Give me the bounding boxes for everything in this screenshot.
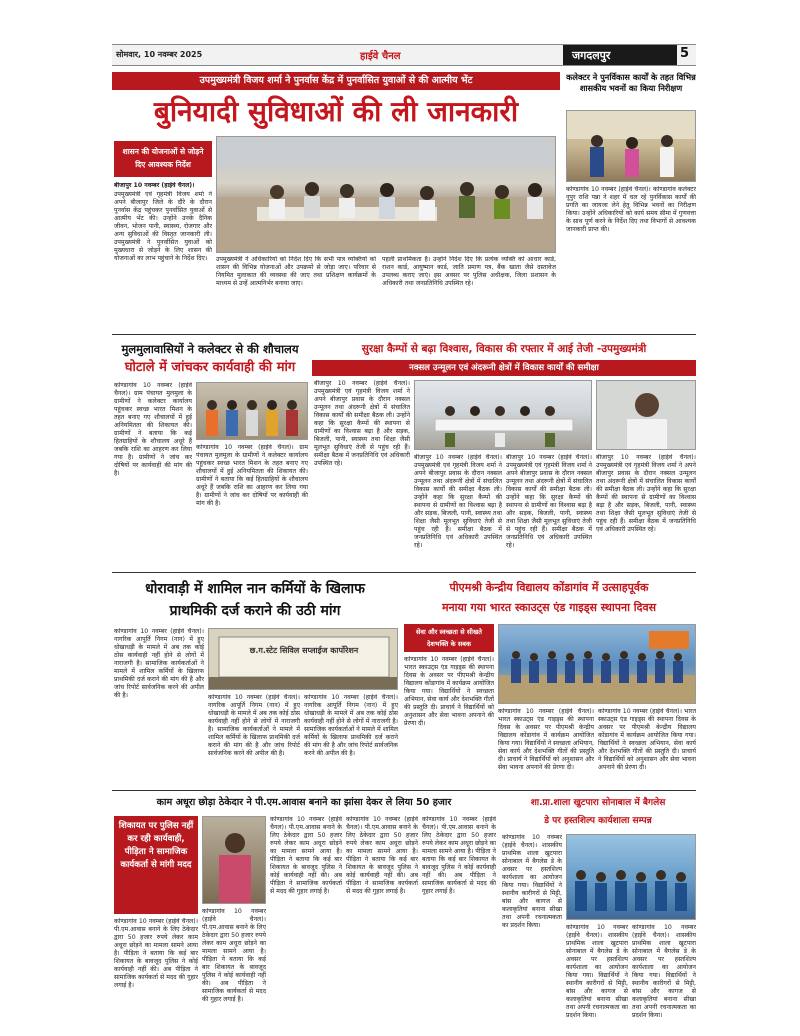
story8-body: कोण्डागांव 10 नवम्बर (हाईवे चैनल)। शासकीय प्राथमिक शाला खुटपारा सोनाबाल में बैगलेस डे के अवसर पर हस्तशिल्प कार्यशाला का आयोजन किया गया। विद्यार्थियों ने स्थानीय कारीगरों से मिट्टी, बांस और कागज से कलाकृतियां बनाना सीखा तथा अपनी रचनात्मकता का प्रदर्शन किया।	[502, 834, 562, 929]
story7-body-col3: कोण्डागांव 10 नवम्बर (हाईवे चैनल)। पी.एम.आवास बनाने के लिए ठेकेदार द्वारा 50 हजार रुपये लेकर काम अधूरा छोड़ने का मामला सामने आया है। पीड़िता ने बताया कि कई बार शिकायत के बावजूद पुलिस ने कोई कार्यवाही नहीं की। अब पीड़िता ने सामाजिक कार्यकर्ता से मदद की गुहार लगाई है।	[270, 816, 342, 895]
story7-body-col5: कोण्डागांव 10 नवम्बर (हाईवे चैनल)। पी.एम.आवास बनाने के लिए ठेकेदार द्वारा 50 हजार रुपये लेकर काम अधूरा छोड़ने का मामला सामने आया है। पीड़िता ने बताया कि कई बार शिकायत के बावजूद पुलिस ने कोई कार्यवाही नहीं की। अब पीड़िता ने सामाजिक कार्यकर्ता से मदद की गुहार लगाई है।	[422, 816, 496, 895]
story4-body-col3: बीजापुर 10 नवम्बर (हाईवे चैनल)। उपमुख्यमंत्री एवं गृहमंत्री विजय शर्मा ने अपने बीजापुर प्रवास के दौरान नक्सल उन्मूलन तथा अंदरूनी क्षेत्रों में संचालित विकास कार्यों की समीक्षा बैठक ली। उन्होंने कहा कि सुरक्षा कैम्पों की स्थापना से ग्रामीणों का विश्वास बढ़ा है और सड़क, बिजली, पानी, स्वास्थ्य तथा शिक्षा जैसी मूलभूत सुविधाएं तेजी से पहुंच रही हैं। समीक्षा बैठक में जनप्रतिनिधि एवं अधिकारी उपस्थित रहे।	[506, 454, 592, 549]
story6-headline-bottom: मनाया गया भारत स्काउट्स एंड गाइड्स स्थापना दिवस	[441, 601, 657, 614]
story6-subhead: सेवा और स्वच्छता से सीखते देशभक्ति के सबक	[415, 628, 483, 648]
story2-headline: कलेक्टर ने पुनर्विकास कार्यों के तहत विभिन्न शासकीय भवनों का किया निरीक्षण	[566, 72, 696, 93]
story3-headline-bottom: घोटाले में जांचकर कार्यवाही की मांग	[124, 360, 296, 375]
story7-headline: काम अधूरा छोड़ा ठेकेदार ने पी.एम.आवास बनाने का झांसा देकर ले लिया 50 हजार	[156, 797, 452, 808]
story7-body: कोण्डागांव 10 नवम्बर (हाईवे चैनल)। पी.एम.आवास बनाने के लिए ठेकेदार द्वारा 50 हजार रुपये लेकर काम अधूरा छोड़ने का मामला सामने आया है। पीड़िता ने बताया कि कई बार शिकायत के बावजूद पुलिस ने कोई कार्यवाही नहीं की। अब पीड़िता ने सामाजिक कार्यकर्ता से मदद की गुहार लगाई है।	[114, 918, 198, 989]
review-meeting-photo-illustration	[415, 381, 592, 450]
story5-headline-bottom: प्राथमिकी दर्ज कराने की उठी मांग	[169, 603, 341, 619]
story5-headline-top: धोरावाड़ी में शामिल नान कर्मियों के खिलाफ	[145, 581, 365, 597]
story3-photo	[196, 382, 308, 440]
story3-headline-top: मुलमुलावासियों ने कलेक्टर से की शौचालय	[121, 342, 299, 356]
students-photo-illustration	[567, 835, 696, 920]
minister-portrait-illustration	[597, 381, 696, 450]
story5-board-text: छ.ग.स्टेट सिविल सप्लाईज कार्पोरेशन	[249, 646, 359, 655]
story4-body-col2: बीजापुर 10 नवम्बर (हाईवे चैनल)। उपमुख्यमंत्री एवं गृहमंत्री विजय शर्मा ने अपने बीजापुर प्रवास के दौरान नक्सल उन्मूलन तथा अंदरूनी क्षेत्रों में संचालित विकास कार्यों की समीक्षा बैठक ली। उन्होंने कहा कि सुरक्षा कैम्पों की स्थापना से ग्रामीणों का विश्वास बढ़ा है और सड़क, बिजली, पानी, स्वास्थ्य तथा शिक्षा जैसी मूलभूत सुविधाएं तेजी से पहुंच रही हैं। समीक्षा बैठक में जनप्रतिनिधि एवं अधिकारी उपस्थित रहे।	[414, 454, 502, 549]
story4-portrait	[596, 380, 696, 450]
story6-body-col3: कोण्डागांव 10 नवम्बर (हाईवे चैनल)। भारत स्काउट्स एंड गाइड्स की स्थापना दिवस के अवसर पर पीएमश्री केन्द्रीय विद्यालय कोंडागांव में कार्यक्रम आयोजित किया गया। विद्यार्थियों ने स्वच्छता अभियान, सेवा कार्य और देशभक्ति गीतों की प्रस्तुति दी। प्राचार्य ने विद्यार्थियों को अनुशासन और सेवा भावना अपनाने की प्रेरणा दी।	[598, 708, 696, 771]
story8-body-col3: कोण्डागांव 10 नवम्बर (हाईवे चैनल)। शासकीय प्राथमिक शाला खुटपारा सोनाबाल में बैगलेस डे के अवसर पर हस्तशिल्प कार्यशाला का आयोजन किया गया। विद्यार्थियों ने स्थानीय कारीगरों से मिट्टी, बांस और कागज से कलाकृतियां बनाना सीखा तथा अपनी रचनात्मकता का प्रदर्शन किया।	[632, 924, 696, 1019]
story4-photo	[414, 380, 592, 450]
story7-sidebar: शिकायत पर पुलिस नहीं कर रही कार्यवाही, पीड़िता ने सामाजिक कार्यकर्ता से मांगी मदद	[118, 821, 194, 870]
story1-body1: उपमुख्यमंत्री एवं गृहमंत्री विजय शर्मा ने अपने बीजापुर जिले के दौरे के दौरान पुनर्वास केंद्र पहुंचकर पुनर्वासित युवाओं से आत्मीय भेंट की। उन्होंने उनके दैनिक जीवन, भोजन पानी, स्वास्थ्य, रोजगार और अन्य सुविधाओं की विस्तृत जानकारी ली। उपमुख्यमंत्री ने पुनर्वासित युवाओं को मुख्यधारा से जोड़ने के लिए शासन की योजनाओं का लाभ पहुंचाने के निर्देश दिए।	[114, 191, 212, 262]
header-city: जगदलपुर	[572, 49, 611, 62]
story7-photo	[202, 816, 266, 904]
story3-body: कोण्डागांव 10 नवम्बर (हाईवे चैनल)। ग्राम पंचायत मुलमुला के ग्रामीणों ने कलेक्टर कार्यालय पहुंचकर स्वच्छ भारत मिशन के तहत बनाए गए शौचालयों में हुई अनियमितता की शिकायत की। ग्रामीणों ने बताया कि कई हितग्राहियों के शौचालय अधूरे हैं जबकि राशि का आहरण कर लिया गया है। ग्रामीणों ने जांच कर दोषियों पर कार्यवाही की मांग की है।	[114, 382, 192, 477]
story4-band: नक्सल उन्मूलन एवं अंदरूनी क्षेत्रों में विकास कार्यों की समीक्षा	[312, 360, 696, 376]
story5-body-col2: कोण्डागांव 10 नवम्बर (हाईवे चैनल)। नागरिक आपूर्ति निगम (नान) में हुए धोखाधड़ी के मामले में अब तक कोई ठोस कार्यवाही नहीं होने से लोगों में नाराजगी है। सामाजिक कार्यकर्ताओं ने मामले में शामिल कर्मियों के खिलाफ प्राथमिकी दर्ज कराने की मांग की है और जांच रिपोर्ट सार्वजनिक करने की अपील की है।	[208, 694, 300, 757]
divider-1	[112, 334, 696, 335]
villagers-photo-illustration	[197, 383, 308, 440]
story1-body2: उपमुख्यमंत्री ने अधिकारियों को निर्देश दिए कि सभी पात्र व्यक्तियों को शासन की विभिन्न योजनाओं और उपक्रमों से जोड़ा जाए। परिवार से नियमित मुलाकात की व्यवस्था की जाए तथा प्रशिक्षण कार्यक्रमों के माध्यम से उन्हें आत्मनिर्भर बनाया जाए।	[216, 256, 376, 287]
story1-body3-col: पहली प्राथमिकता है। उन्होंने निर्देश दिए कि प्रत्येक व्यक्ति को आधार कार्ड, राशन कार्ड, आयुष्मान कार्ड, जाति प्रमाण पत्र, बैंक खाता जैसे दस्तावेज उपलब्ध कराए जाएं। इस अवसर पर पुलिस अधीक्षक, जिला प्रशासन के अधिकारी तथा जनप्रतिनिधि उपस्थित रहे।	[382, 256, 556, 287]
story1-subhead: शासन की योजनाओं से जोड़ने दिए आवश्यक निर्देश	[122, 147, 204, 169]
story7-body-col4: कोण्डागांव 10 नवम्बर (हाईवे चैनल)। पी.एम.आवास बनाने के लिए ठेकेदार द्वारा 50 हजार रुपये लेकर काम अधूरा छोड़ने का मामला सामने आया है। पीड़िता ने बताया कि कई बार शिकायत के बावजूद पुलिस ने कोई कार्यवाही नहीं की। अब पीड़िता ने सामाजिक कार्यकर्ता से मदद की गुहार लगाई है।	[346, 816, 418, 895]
header-paper-name: हाईवे चैनल	[360, 51, 401, 62]
story7-body-col2: कोण्डागांव 10 नवम्बर (हाईवे चैनल)। पी.एम.आवास बनाने के लिए ठेकेदार द्वारा 50 हजार रुपये लेकर काम अधूरा छोड़ने का मामला सामने आया है। पीड़िता ने बताया कि कई बार शिकायत के बावजूद पुलिस ने कोई कार्यवाही नहीं की। अब पीड़िता ने सामाजिक कार्यकर्ता से मदद की गुहार लगाई है।	[202, 908, 266, 1003]
story4-headline: सुरक्षा कैम्पों से बढ़ा विश्वास, विकास की रफ्तार में आई तेजी -उपमुख्यमंत्री	[361, 343, 647, 355]
story1-kicker: उपमुख्यमंत्री विजय शर्मा ने पुनर्वास केंद्र में पुनर्वासित युवाओं से की आत्मीय भेंट	[112, 72, 560, 90]
divider-3	[112, 790, 696, 791]
victim-photo-illustration	[203, 817, 266, 904]
office-board-photo-illustration	[209, 629, 398, 690]
story6-body: कोण्डागांव 10 नवम्बर (हाईवे चैनल)। भारत स्काउट्स एंड गाइड्स की स्थापना दिवस के अवसर पर पीएमश्री केन्द्रीय विद्यालय कोंडागांव में कार्यक्रम आयोजित किया गया। विद्यार्थियों ने स्वच्छता अभियान, सेवा कार्य और देशभक्ति गीतों की प्रस्तुति दी। प्राचार्य ने विद्यार्थियों को अनुशासन और सेवा भावना अपनाने की प्रेरणा दी।	[404, 656, 494, 727]
story1-dateline: बीजापुर 10 नवम्बर (हाईवे चैनल)।	[114, 182, 195, 189]
story5-body: कोण्डागांव 10 नवम्बर (हाईवे चैनल)। नागरिक आपूर्ति निगम (नान) में हुए धोखाधड़ी के मामले में अब तक कोई ठोस कार्यवाही नहीं होने से लोगों में नाराजगी है। सामाजिक कार्यकर्ताओं ने मामले में शामिल कर्मियों के खिलाफ प्राथमिकी दर्ज कराने की मांग की है और जांच रिपोर्ट सार्वजनिक करने की अपील की है।	[114, 628, 204, 699]
meeting-photo-illustration	[217, 137, 556, 253]
story8-headline-bottom: डे पर हस्तशिल्प कार्यशाला सम्पन्न	[544, 816, 652, 826]
story8-headline-top: शा.प्रा.शाला खुटपारा सोनाबाल में बैगलेस	[530, 798, 666, 808]
divider-2	[112, 572, 696, 573]
story4-body-col4: बीजापुर 10 नवम्बर (हाईवे चैनल)। उपमुख्यमंत्री एवं गृहमंत्री विजय शर्मा ने अपने बीजापुर प्रवास के दौरान नक्सल उन्मूलन तथा अंदरूनी क्षेत्रों में संचालित विकास कार्यों की समीक्षा बैठक ली। उन्होंने कहा कि सुरक्षा कैम्पों की स्थापना से ग्रामीणों का विश्वास बढ़ा है और सड़क, बिजली, पानी, स्वास्थ्य तथा शिक्षा जैसी मूलभूत सुविधाएं तेजी से पहुंच रही हैं। समीक्षा बैठक में जनप्रतिनिधि एवं अधिकारी उपस्थित रहे।	[596, 454, 696, 533]
story5-photo	[208, 628, 398, 690]
story5-body-col3: कोण्डागांव 10 नवम्बर (हाईवे चैनल)। नागरिक आपूर्ति निगम (नान) में हुए धोखाधड़ी के मामले में अब तक कोई ठोस कार्यवाही नहीं होने से लोगों में नाराजगी है। सामाजिक कार्यकर्ताओं ने मामले में शामिल कर्मियों के खिलाफ प्राथमिकी दर्ज कराने की मांग की है और जांच रिपोर्ट सार्वजनिक करने की अपील की है।	[304, 694, 398, 757]
story6-photo	[498, 624, 696, 704]
story8-photo	[566, 834, 696, 920]
scouts-photo-illustration	[499, 625, 696, 704]
header-page-number: 5	[680, 46, 690, 61]
header-date: सोमवार, 10 नवम्बर 2025	[116, 50, 203, 59]
story3-body-col2: कोण्डागांव 10 नवम्बर (हाईवे चैनल)। ग्राम पंचायत मुलमुला के ग्रामीणों ने कलेक्टर कार्यालय पहुंचकर स्वच्छ भारत मिशन के तहत बनाए गए शौचालयों में हुई अनियमितता की शिकायत की। ग्रामीणों ने बताया कि कई हितग्राहियों के शौचालय अधूरे हैं जबकि राशि का आहरण कर लिया गया है। ग्रामीणों ने जांच कर दोषियों पर कार्यवाही की मांग की है।	[196, 444, 308, 507]
story6-body-col2: कोण्डागांव 10 नवम्बर (हाईवे चैनल)। भारत स्काउट्स एंड गाइड्स की स्थापना दिवस के अवसर पर पीएमश्री केन्द्रीय विद्यालय कोंडागांव में कार्यक्रम आयोजित किया गया। विद्यार्थियों ने स्वच्छता अभियान, सेवा कार्य और देशभक्ति गीतों की प्रस्तुति दी। प्राचार्य ने विद्यार्थियों को अनुशासन और सेवा भावना अपनाने की प्रेरणा दी।	[498, 708, 594, 771]
story1-headline: बुनियादी सुविधाओं की ली जानकारी	[153, 95, 519, 128]
story6-headline-top: पीएमश्री केन्द्रीय विद्यालय कोंडागांव में उत्साहपूर्वक	[449, 581, 649, 594]
story2-photo	[566, 110, 696, 182]
story4-body: बीजापुर 10 नवम्बर (हाईवे चैनल)। उपमुख्यमंत्री एवं गृहमंत्री विजय शर्मा ने अपने बीजापुर प्रवास के दौरान नक्सल उन्मूलन तथा अंदरूनी क्षेत्रों में संचालित विकास कार्यों की समीक्षा बैठक ली। उन्होंने कहा कि सुरक्षा कैम्पों की स्थापना से ग्रामीणों का विश्वास बढ़ा है और सड़क, बिजली, पानी, स्वास्थ्य तथा शिक्षा जैसी मूलभूत सुविधाएं तेजी से पहुंच रही हैं। समीक्षा बैठक में जनप्रतिनिधि एवं अधिकारी उपस्थित रहे।	[314, 380, 410, 467]
story1-photo	[216, 136, 556, 253]
story8-body-col2: कोण्डागांव 10 नवम्बर (हाईवे चैनल)। शासकीय प्राथमिक शाला खुटपारा सोनाबाल में बैगलेस डे के अवसर पर हस्तशिल्प कार्यशाला का आयोजन किया गया। विद्यार्थियों ने स्थानीय कारीगरों से मिट्टी, बांस और कागज से कलाकृतियां बनाना सीखा तथा अपनी रचनात्मकता का प्रदर्शन किया।	[566, 924, 628, 1019]
story2-body: कोण्डागांव 10 नवम्बर (हाईवे चैनल)। कोण्डागांव कलेक्टर नूपुर राशि पन्ना ने शहर में चल रहे पुनर्विकास कार्यों की प्रगति का जायजा लेने हेतु विभिन्न भवनों का निरीक्षण किया। उन्होंने अधिकारियों को कार्य समय सीमा में गुणवत्ता के साथ पूर्ण करने के निर्देश दिए तथा विभागों से आवश्यक जानकारी प्राप्त की।	[566, 186, 696, 233]
inspection-photo-illustration	[567, 111, 696, 182]
